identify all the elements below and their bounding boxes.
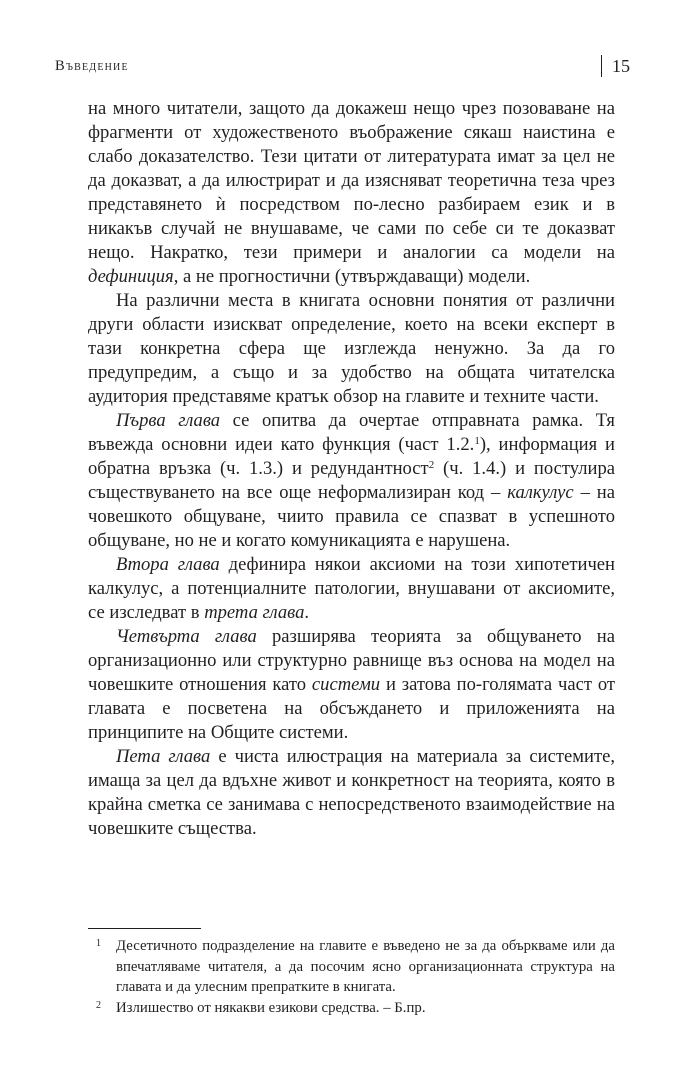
chapter-2-ref: Втора глава bbox=[116, 554, 220, 575]
paragraph-4 bbox=[88, 553, 615, 625]
paragraph-3-text-c: ), информация и обратна връзка (ч. 1.3.) и редундантност bbox=[88, 434, 615, 479]
footnote-1-number: 1 bbox=[96, 938, 101, 949]
paragraph-3-text-d: (ч. 1.4.) и постулира съществуването на все още неформализиран код – bbox=[88, 458, 616, 503]
term-calculus: калкулус bbox=[507, 482, 574, 503]
paragraph-1-text-a: на много читатели, защото да докажеш нещо чрез позоваване на фрагменти от художественото въображение сякаш наистина е слабо доказателство. Тези цитати от литературата имат за цел не да доказват, а да илюстрират и да изясняват теоретична теза чрез представянето ѝ посредством по-лесно разбираем език и в никакъв случай не внушаваме, че сами по себе си те доказват нещо. Накратко, тези примери и аналогии са модели на bbox=[88, 98, 615, 263]
chapter-4-ref: Четвърта глава bbox=[116, 626, 257, 647]
footnote-1 bbox=[88, 936, 615, 998]
chapter-5-ref: Пета глава bbox=[116, 746, 211, 767]
paragraph-4-text-d: . bbox=[304, 602, 310, 623]
paragraph-5-text-b: разширява теорията за общуването на организационно или структурно равнище въз основа на модел на човешките отношения като bbox=[88, 626, 615, 695]
paragraph-2: На различни места в книгата основни понятия от различни други области изискват определение, което на всеки експерт в тази конкретна сфера ще изглежда ненужно. За да го предупредим, а също и за удобство на общата читателска аудитория представяме кратък обзор на главите и техните части. bbox=[88, 290, 615, 407]
paragraph-6-text-b: е чиста илюстрация на материала за системите, имаща за цел да вдъхне живот и конкретност на теорията, която в крайна сметка се занимава с непосредственото взаимодействие на човешките същества. bbox=[88, 746, 615, 839]
chapter-3-ref: трета глава bbox=[204, 602, 305, 623]
paragraph-1 bbox=[88, 97, 615, 289]
term-definition: дефиниция bbox=[88, 266, 174, 287]
body-text bbox=[88, 97, 615, 841]
footnote-ref-2[interactable]: 2 bbox=[428, 459, 435, 471]
paragraph-3 bbox=[88, 409, 615, 553]
paragraph-1-text-c: , а не прогностични (утвърждаващи) модели. bbox=[173, 266, 531, 287]
term-systems: системи bbox=[311, 674, 381, 695]
footnote-2-text: Излишество от някакви езикови средства. – Б.пр. bbox=[116, 999, 426, 1016]
footnote-2 bbox=[88, 998, 615, 1019]
footnote-separator bbox=[88, 928, 201, 929]
page-number: 15 bbox=[601, 55, 630, 77]
running-head: Въведение bbox=[55, 58, 129, 74]
paragraph-5-text-d: и затова по-голямата част от главата е посветена на обсъждането и приложенията на принципите на Общите системи. bbox=[88, 674, 615, 743]
paragraph-5 bbox=[88, 625, 615, 745]
footnotes bbox=[88, 936, 615, 1018]
paragraph-6 bbox=[88, 745, 615, 841]
paragraph-4-text-b: дефинира някои аксиоми на този хипотетичен калкулус, а потенциалните патологии, внушавани от аксиомите, се изследват в bbox=[88, 554, 615, 623]
footnote-2-number: 2 bbox=[96, 999, 101, 1011]
chapter-1-ref: Първа глава bbox=[116, 410, 221, 431]
footnote-ref-1[interactable]: 1 bbox=[474, 435, 480, 447]
paragraph-3-text-b: се опитва да очертае отправната рамка. Тя въвежда основни идеи като функция (част 1.2. bbox=[88, 410, 615, 455]
paragraph-3-text-f: – на човешкото общуване, чиито правила се спазват в успешното общуване, но не и когато комуникацията е нарушена. bbox=[88, 482, 615, 551]
footnote-1-text: Десетичното подразделение на главите е въведено не за да объркваме или да впечатляваме читателя, а да посочим ясно организационната структура на главата и да улесним препратките в книгата. bbox=[116, 938, 615, 995]
